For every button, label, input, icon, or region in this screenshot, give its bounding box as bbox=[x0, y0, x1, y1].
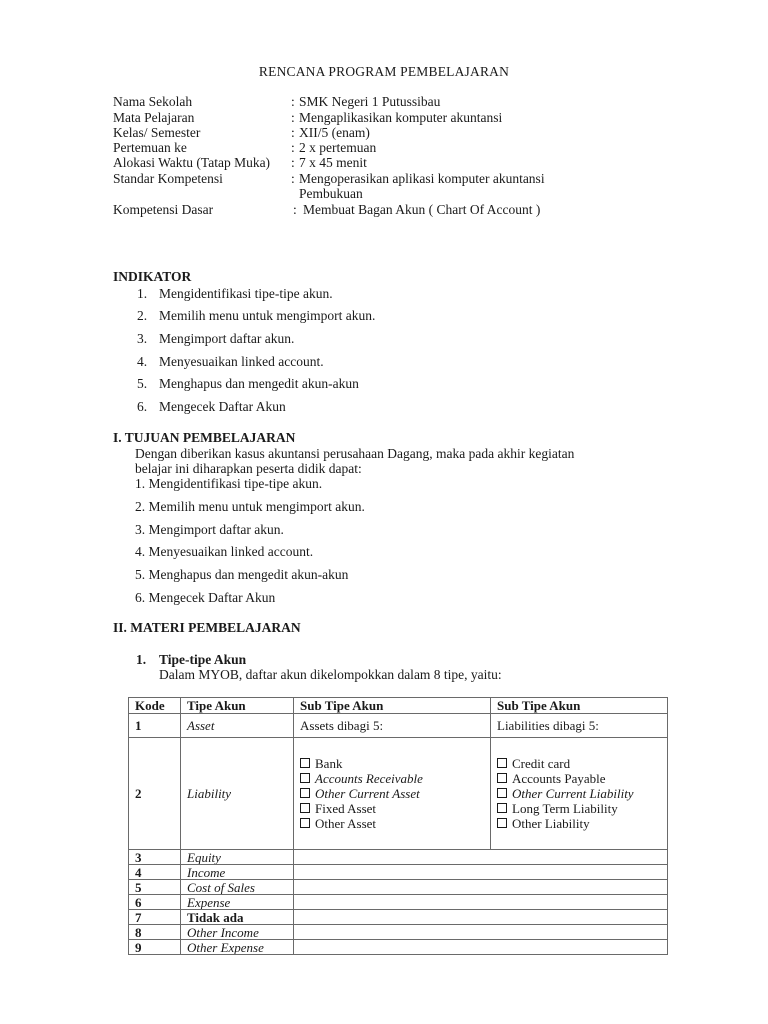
info-value-alokasi-waktu: 7 x 45 menit bbox=[299, 155, 367, 170]
cell-kode: 7 bbox=[129, 910, 181, 925]
info-colon: : bbox=[291, 94, 295, 109]
cell-liabilities-list bbox=[491, 738, 668, 850]
cell-kode: 3 bbox=[129, 850, 181, 865]
info-value-standar-kompetensi: Mengoperasikan aplikasi komputer akuntansi bbox=[299, 171, 545, 186]
tujuan-item: 3. Mengimport daftar akun. bbox=[135, 522, 284, 537]
list-item-text: Long Term Liability bbox=[512, 801, 618, 816]
indikator-item: Mengimport daftar akun. bbox=[159, 331, 295, 346]
cell-empty bbox=[294, 865, 668, 880]
list-item bbox=[497, 816, 661, 831]
list-item bbox=[300, 786, 484, 801]
info-value-pertemuan: 2 x pertemuan bbox=[299, 140, 377, 155]
list-item bbox=[497, 756, 661, 771]
info-value-kelas-semester: XII/5 (enam) bbox=[299, 125, 370, 140]
list-item bbox=[300, 756, 484, 771]
table-row bbox=[129, 880, 668, 895]
list-item-text: Other Liability bbox=[512, 816, 590, 831]
indikator-item: Menyesuaikan linked account. bbox=[159, 354, 324, 369]
info-colon: : bbox=[291, 125, 295, 140]
indikator-num: 4. bbox=[137, 354, 148, 369]
square-bullet-icon bbox=[497, 773, 507, 783]
list-item bbox=[300, 771, 484, 786]
indikator-item: Menghapus dan mengedit akun-akun bbox=[159, 376, 359, 391]
list-item bbox=[300, 816, 484, 831]
cell-kode: 1 bbox=[129, 714, 181, 738]
cell-kode: 5 bbox=[129, 880, 181, 895]
list-item-text: Fixed Asset bbox=[315, 801, 377, 816]
info-label-kelas-semester: Kelas/ Semester bbox=[113, 125, 201, 140]
indikator-item: Memilih menu untuk mengimport akun. bbox=[159, 308, 376, 323]
info-label-alokasi-waktu: Alokasi Waktu (Tatap Muka) bbox=[113, 155, 271, 170]
header-sub-tipe-akun: Sub Tipe Akun bbox=[294, 698, 491, 714]
cell-kode: 9 bbox=[129, 940, 181, 955]
info-value-nama-sekolah: SMK Negeri 1 Putussibau bbox=[299, 94, 441, 109]
tujuan-intro-line1: Dengan diberikan kasus akuntansi perusahaan Dagang, maka pada akhir kegiatan bbox=[135, 446, 575, 461]
indikator-num: 2. bbox=[137, 308, 148, 323]
cell-empty bbox=[294, 940, 668, 955]
indikator-heading: INDIKATOR bbox=[113, 269, 192, 284]
square-bullet-icon bbox=[497, 788, 507, 798]
cell-tipe-akun: Asset bbox=[181, 714, 294, 738]
materi-sub-intro: Dalam MYOB, daftar akun dikelompokkan dalam 8 tipe, yaitu: bbox=[159, 667, 502, 682]
cell-empty bbox=[294, 910, 668, 925]
cell-tipe-akun: Other Expense bbox=[181, 940, 294, 955]
indikator-num: 6. bbox=[137, 399, 148, 414]
info-value-mata-pelajaran: Mengaplikasikan komputer akuntansi bbox=[299, 110, 503, 125]
info-value-standar-kompetensi-line2: Pembukuan bbox=[299, 186, 363, 201]
tujuan-item: 1. Mengidentifikasi tipe-tipe akun. bbox=[135, 476, 323, 491]
indikator-item: Mengecek Daftar Akun bbox=[159, 399, 286, 414]
info-label-kompetensi-dasar: Kompetensi Dasar bbox=[113, 202, 214, 217]
materi-sub-num: 1. bbox=[136, 652, 147, 667]
info-colon: : bbox=[291, 171, 295, 186]
list-item-text: Accounts Payable bbox=[512, 771, 606, 786]
cell-kode: 4 bbox=[129, 865, 181, 880]
cell-tipe-akun: Equity bbox=[181, 850, 294, 865]
cell-tipe-akun: Income bbox=[181, 865, 294, 880]
list-item-text: Accounts Receivable bbox=[315, 771, 423, 786]
indikator-item: Mengidentifikasi tipe-tipe akun. bbox=[159, 286, 333, 301]
cell-empty bbox=[294, 925, 668, 940]
list-item-text: Bank bbox=[315, 756, 343, 771]
table-row bbox=[129, 910, 668, 925]
table-row bbox=[129, 895, 668, 910]
cell-sub-tipe-assets: Assets dibagi 5: bbox=[294, 714, 491, 738]
list-item-text: Other Current Liability bbox=[512, 786, 634, 801]
cell-sub-tipe-liabilities: Liabilities dibagi 5: bbox=[491, 714, 668, 738]
cell-empty bbox=[294, 895, 668, 910]
square-bullet-icon bbox=[497, 803, 507, 813]
cell-tipe-akun: Liability bbox=[181, 738, 294, 850]
info-label-pertemuan: Pertemuan ke bbox=[113, 140, 187, 155]
materi-heading: II. MATERI PEMBELAJARAN bbox=[113, 620, 301, 635]
cell-kode: 2 bbox=[129, 738, 181, 850]
cell-empty bbox=[294, 880, 668, 895]
header-sub-tipe-akun: Sub Tipe Akun bbox=[491, 698, 668, 714]
table-row bbox=[129, 925, 668, 940]
list-item bbox=[300, 801, 484, 816]
square-bullet-icon bbox=[300, 758, 310, 768]
square-bullet-icon bbox=[497, 758, 507, 768]
info-colon: : bbox=[291, 110, 295, 125]
table-header-row bbox=[129, 698, 668, 714]
cell-tipe-akun: Cost of Sales bbox=[181, 880, 294, 895]
indikator-num: 3. bbox=[137, 331, 148, 346]
info-colon: : bbox=[291, 155, 295, 170]
table-row bbox=[129, 738, 668, 850]
tujuan-item: 5. Menghapus dan mengedit akun-akun bbox=[135, 567, 349, 582]
table-row bbox=[129, 714, 668, 738]
table-row bbox=[129, 850, 668, 865]
cell-kode: 6 bbox=[129, 895, 181, 910]
list-item bbox=[497, 801, 661, 816]
cell-empty bbox=[294, 850, 668, 865]
tujuan-item: 2. Memilih menu untuk mengimport akun. bbox=[135, 499, 365, 514]
info-label-standar-kompetensi: Standar Kompetensi bbox=[113, 171, 223, 186]
info-label-nama-sekolah: Nama Sekolah bbox=[113, 94, 193, 109]
cell-tipe-akun: Tidak ada bbox=[181, 910, 294, 925]
list-item-text: Other Current Asset bbox=[315, 786, 420, 801]
square-bullet-icon bbox=[300, 773, 310, 783]
cell-tipe-akun: Expense bbox=[181, 895, 294, 910]
cell-assets-list bbox=[294, 738, 491, 850]
square-bullet-icon bbox=[300, 803, 310, 813]
tujuan-item: 4. Menyesuaikan linked account. bbox=[135, 544, 314, 559]
list-item bbox=[497, 786, 661, 801]
tujuan-heading: I. TUJUAN PEMBELAJARAN bbox=[113, 430, 296, 445]
square-bullet-icon bbox=[300, 818, 310, 828]
indikator-num: 1. bbox=[137, 286, 148, 301]
table-row bbox=[129, 940, 668, 955]
square-bullet-icon bbox=[497, 818, 507, 828]
tujuan-item: 6. Mengecek Daftar Akun bbox=[135, 590, 276, 605]
header-kode: Kode bbox=[129, 698, 181, 714]
square-bullet-icon bbox=[300, 788, 310, 798]
indikator-num: 5. bbox=[137, 376, 148, 391]
assets-sub-list bbox=[300, 756, 484, 831]
list-item bbox=[497, 771, 661, 786]
account-types-table bbox=[128, 697, 668, 955]
cell-tipe-akun: Other Income bbox=[181, 925, 294, 940]
materi-sub-heading: Tipe-tipe Akun bbox=[159, 652, 247, 667]
liabilities-sub-list bbox=[497, 756, 661, 831]
info-label-mata-pelajaran: Mata Pelajaran bbox=[113, 110, 195, 125]
list-item-text: Credit card bbox=[512, 756, 571, 771]
info-value-kompetensi-dasar: Membuat Bagan Akun ( Chart Of Account ) bbox=[303, 202, 541, 217]
document-title: RENCANA PROGRAM PEMBELAJARAN bbox=[258, 64, 510, 79]
info-colon: : bbox=[293, 202, 297, 217]
header-tipe-akun: Tipe Akun bbox=[181, 698, 294, 714]
list-item-text: Other Asset bbox=[315, 816, 377, 831]
table-row bbox=[129, 865, 668, 880]
cell-kode: 8 bbox=[129, 925, 181, 940]
tujuan-intro-line2: belajar ini diharapkan peserta didik dapat: bbox=[135, 461, 362, 476]
info-colon: : bbox=[291, 140, 295, 155]
